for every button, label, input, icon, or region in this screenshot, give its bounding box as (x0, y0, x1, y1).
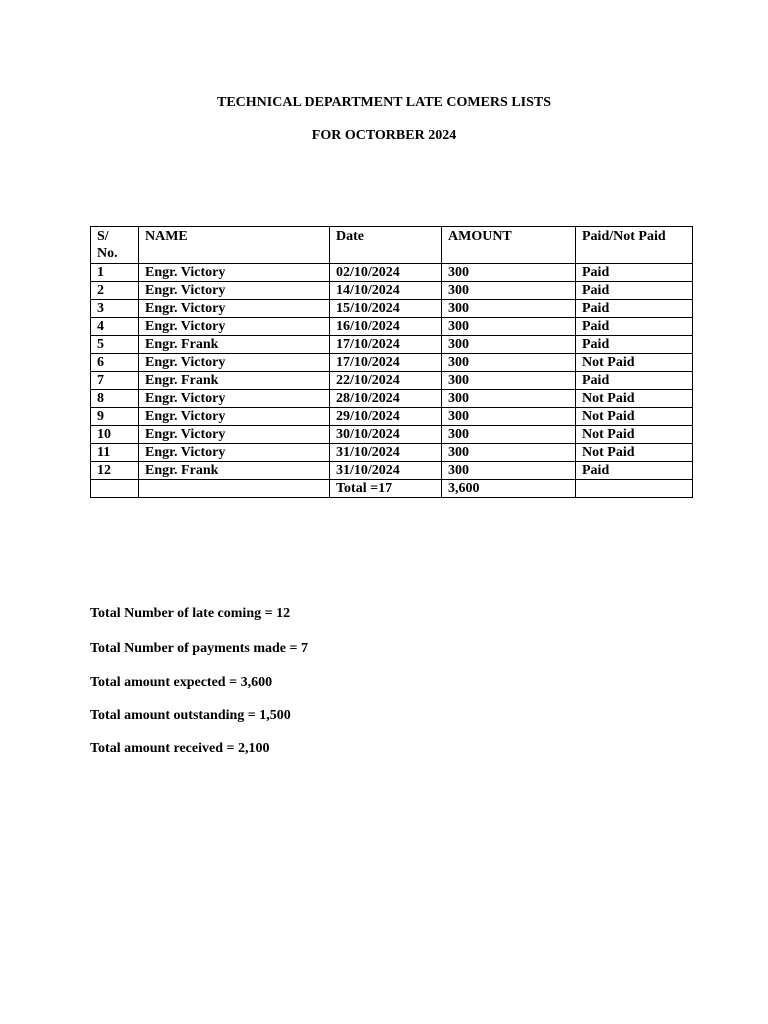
table-header-row (91, 227, 693, 264)
cell-serial: 10 (91, 426, 139, 444)
cell-name: Engr. Victory (139, 282, 330, 300)
cell-status: Not Paid (576, 426, 693, 444)
cell-amount: 300 (442, 462, 576, 480)
table-row (91, 408, 693, 426)
cell-status: Paid (576, 336, 693, 354)
cell-serial: 4 (91, 318, 139, 336)
table-row (91, 336, 693, 354)
cell-amount: 300 (442, 354, 576, 372)
cell-serial: 6 (91, 354, 139, 372)
cell-name: Engr. Victory (139, 264, 330, 282)
cell-name: Engr. Victory (139, 354, 330, 372)
cell-amount: 300 (442, 390, 576, 408)
cell-status: Paid (576, 300, 693, 318)
cell-amount: 300 (442, 426, 576, 444)
cell-name: Engr. Frank (139, 336, 330, 354)
table-row (91, 300, 693, 318)
cell-date: 31/10/2024 (330, 444, 442, 462)
column-header-date: Date (330, 227, 442, 264)
cell-serial: 5 (91, 336, 139, 354)
cell-amount: 300 (442, 282, 576, 300)
cell-status: Paid (576, 318, 693, 336)
cell-date: 02/10/2024 (330, 264, 442, 282)
cell-name: Engr. Victory (139, 444, 330, 462)
late-comers-table (90, 226, 693, 498)
cell-name: Engr. Victory (139, 390, 330, 408)
total-cell-amount: 3,600 (442, 480, 576, 498)
cell-date: 28/10/2024 (330, 390, 442, 408)
document-title: TECHNICAL DEPARTMENT LATE COMERS LISTS (216, 95, 552, 110)
table-row (91, 264, 693, 282)
summary-amount-expected: Total amount expected = 3,600 (90, 675, 273, 690)
cell-amount: 300 (442, 408, 576, 426)
table-row (91, 444, 693, 462)
column-header-serial: S/ No. (91, 227, 139, 264)
total-cell-serial (91, 480, 139, 498)
cell-status: Paid (576, 462, 693, 480)
cell-amount: 300 (442, 300, 576, 318)
cell-date: 29/10/2024 (330, 408, 442, 426)
table-row (91, 354, 693, 372)
table-row (91, 318, 693, 336)
cell-amount: 300 (442, 264, 576, 282)
cell-amount: 300 (442, 372, 576, 390)
cell-name: Engr. Frank (139, 462, 330, 480)
cell-date: 14/10/2024 (330, 282, 442, 300)
summary-payments-made: Total Number of payments made = 7 (90, 641, 308, 656)
summary-amount-outstanding: Total amount outstanding = 1,500 (90, 708, 291, 723)
cell-date: 30/10/2024 (330, 426, 442, 444)
cell-name: Engr. Victory (139, 408, 330, 426)
cell-status: Not Paid (576, 390, 693, 408)
table-row (91, 282, 693, 300)
column-header-status: Paid/Not Paid (576, 227, 693, 264)
table-row (91, 462, 693, 480)
cell-date: 16/10/2024 (330, 318, 442, 336)
cell-serial: 9 (91, 408, 139, 426)
cell-status: Paid (576, 264, 693, 282)
table-row (91, 426, 693, 444)
cell-amount: 300 (442, 336, 576, 354)
table-body (91, 264, 693, 498)
cell-status: Not Paid (576, 408, 693, 426)
cell-date: 17/10/2024 (330, 336, 442, 354)
cell-serial: 8 (91, 390, 139, 408)
total-cell-date: Total =17 (330, 480, 442, 498)
table-row (91, 372, 693, 390)
cell-name: Engr. Victory (139, 300, 330, 318)
cell-name: Engr. Frank (139, 372, 330, 390)
cell-status: Paid (576, 372, 693, 390)
cell-serial: 12 (91, 462, 139, 480)
column-header-amount: AMOUNT (442, 227, 576, 264)
cell-name: Engr. Victory (139, 318, 330, 336)
cell-serial: 3 (91, 300, 139, 318)
cell-status: Not Paid (576, 444, 693, 462)
cell-serial: 11 (91, 444, 139, 462)
cell-amount: 300 (442, 444, 576, 462)
cell-date: 31/10/2024 (330, 462, 442, 480)
table-total-row (91, 480, 693, 498)
summary-late-count: Total Number of late coming = 12 (90, 606, 291, 621)
total-cell-status (576, 480, 693, 498)
cell-serial: 1 (91, 264, 139, 282)
table-row (91, 390, 693, 408)
cell-serial: 7 (91, 372, 139, 390)
summary-amount-received: Total amount received = 2,100 (90, 741, 270, 756)
cell-status: Paid (576, 282, 693, 300)
cell-date: 17/10/2024 (330, 354, 442, 372)
document-subtitle: FOR OCTORBER 2024 (311, 128, 457, 143)
cell-date: 22/10/2024 (330, 372, 442, 390)
column-header-name: NAME (139, 227, 330, 264)
cell-date: 15/10/2024 (330, 300, 442, 318)
cell-serial: 2 (91, 282, 139, 300)
total-cell-name (139, 480, 330, 498)
cell-name: Engr. Victory (139, 426, 330, 444)
cell-status: Not Paid (576, 354, 693, 372)
cell-amount: 300 (442, 318, 576, 336)
